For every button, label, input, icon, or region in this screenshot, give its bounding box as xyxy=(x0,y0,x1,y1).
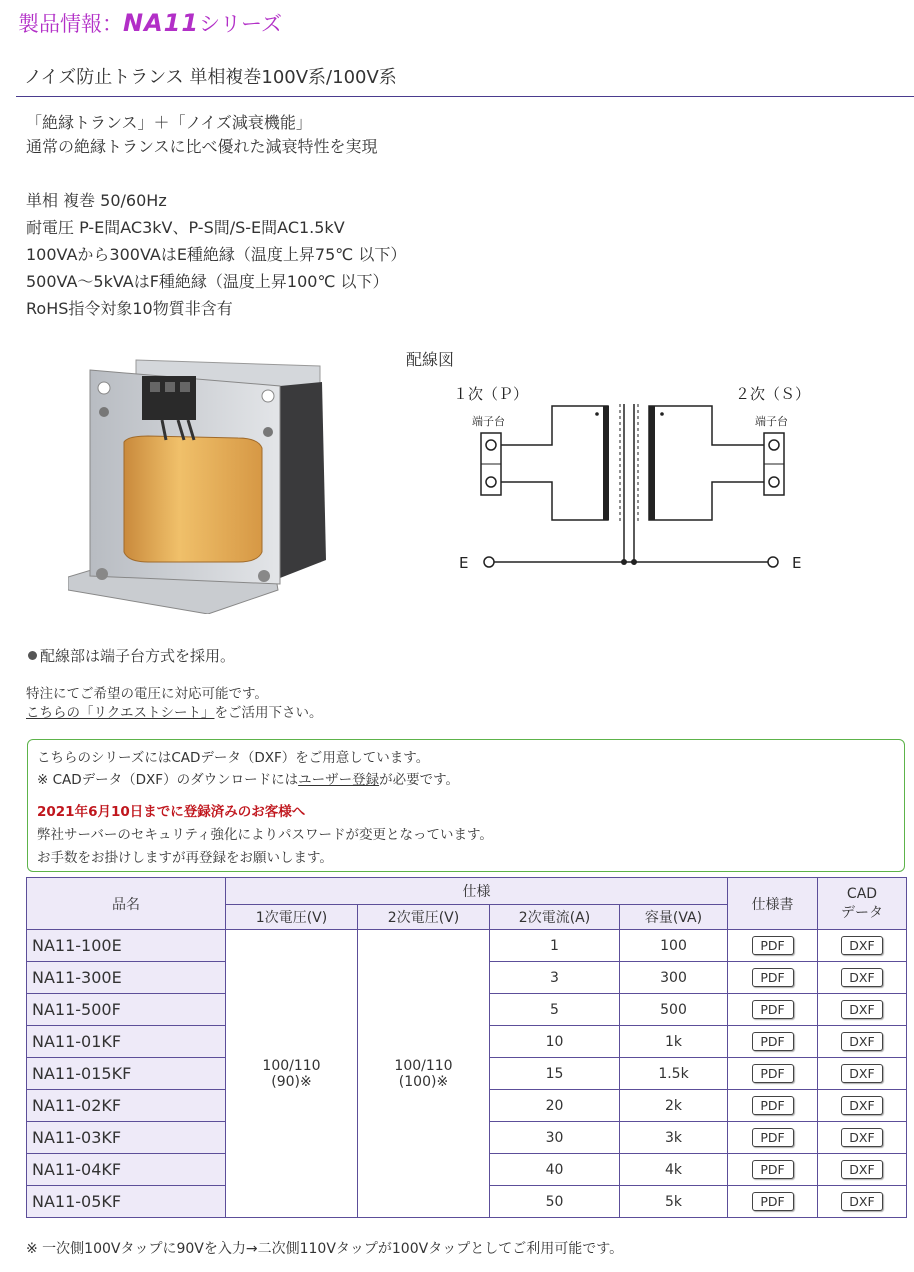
title-series: NA11 xyxy=(123,9,200,37)
dxf-button[interactable]: DXF xyxy=(841,1160,883,1179)
spec-sheet-cell xyxy=(728,930,818,962)
spec-sheet-cell xyxy=(728,994,818,1026)
user-registration-link[interactable]: ユーザー登録 xyxy=(298,772,380,788)
cad-line: こちらのシリーズにはCADデータ（DXF）をご用意しています。 xyxy=(37,750,430,766)
page-title xyxy=(18,8,282,38)
spec-sheet-cell xyxy=(728,1154,818,1186)
capacity: 1.5k xyxy=(620,1058,728,1090)
cad-line2-post: が必要です。 xyxy=(379,772,459,788)
product-subtitle: ノイズ防止トランス 単相複巻100V系/100V系 xyxy=(24,67,397,88)
feature-line: 100VAから300VAはE種絶縁（温度上昇75℃ 以下） xyxy=(26,245,407,264)
spec-sheet-cell xyxy=(728,1058,818,1090)
product-name: NA11-04KF xyxy=(27,1154,226,1186)
primary-voltage xyxy=(226,930,358,1218)
dxf-button[interactable]: DXF xyxy=(841,1128,883,1147)
earth-label-right: E xyxy=(792,554,802,572)
capacity: 4k xyxy=(620,1154,728,1186)
pdf-button[interactable]: PDF xyxy=(752,1160,794,1179)
dxf-button[interactable]: DXF xyxy=(841,968,883,987)
wiring-diagram xyxy=(450,378,810,588)
primary-label: １次（Ｐ） xyxy=(453,385,529,403)
product-name: NA11-01KF xyxy=(27,1026,226,1058)
cad-line2-pre: ※ CADデータ（DXF）のダウンロードには xyxy=(37,772,299,788)
dxf-button[interactable]: DXF xyxy=(841,1032,883,1051)
secondary-current: 5 xyxy=(490,994,620,1026)
spec-sheet-cell xyxy=(728,1026,818,1058)
title-suffix: シリーズ xyxy=(199,12,283,36)
secondary-current: 3 xyxy=(490,962,620,994)
product-photo xyxy=(68,352,340,614)
secondary-current: 1 xyxy=(490,930,620,962)
secondary-label: ２次（Ｓ） xyxy=(735,385,810,403)
product-name: NA11-05KF xyxy=(27,1186,226,1218)
pdf-button[interactable]: PDF xyxy=(752,936,794,955)
secondary-current: 20 xyxy=(490,1090,620,1122)
primary-voltage-main: 100/110 xyxy=(262,1057,321,1074)
product-name: NA11-015KF xyxy=(27,1058,226,1090)
product-name: NA11-03KF xyxy=(27,1122,226,1154)
pdf-button[interactable]: PDF xyxy=(752,1032,794,1051)
spec-sheet-cell xyxy=(728,1186,818,1218)
request-link-line xyxy=(26,701,322,721)
wiring-diagram-title: 配線図 xyxy=(406,350,455,369)
header-v2: 2次電圧(V) xyxy=(358,905,490,930)
capacity: 500 xyxy=(620,994,728,1026)
cad-cell xyxy=(818,962,907,994)
product-name: NA11-100E xyxy=(27,930,226,962)
secondary-current: 50 xyxy=(490,1186,620,1218)
header-cad-line1: CAD xyxy=(846,885,878,902)
pdf-button[interactable]: PDF xyxy=(752,1192,794,1211)
cad-line: お手数をお掛けしますが再登録をお願いします。 xyxy=(37,850,333,866)
secondary-terminal-label: 端子台 xyxy=(755,415,788,428)
capacity: 3k xyxy=(620,1122,728,1154)
dxf-button[interactable]: DXF xyxy=(841,1096,883,1115)
pdf-button[interactable]: PDF xyxy=(752,1096,794,1115)
capacity: 5k xyxy=(620,1186,728,1218)
header-doc: 仕様書 xyxy=(728,878,818,930)
cad-cell xyxy=(818,1058,907,1090)
dxf-button[interactable]: DXF xyxy=(841,936,883,955)
cad-cell xyxy=(818,1026,907,1058)
pdf-button[interactable]: PDF xyxy=(752,1064,794,1083)
cad-line: 弊社サーバーのセキュリティ強化によりパスワードが変更となっています。 xyxy=(37,827,493,843)
bullet-icon xyxy=(28,651,37,660)
terminal-note xyxy=(28,645,235,666)
feature-line: 「絶縁トランス」＋「ノイズ減衰機能」 xyxy=(26,113,312,132)
cad-cell xyxy=(818,930,907,962)
secondary-current: 15 xyxy=(490,1058,620,1090)
spec-sheet-cell xyxy=(728,1122,818,1154)
footnote: ※ 一次側100Vタップに90Vを入力→二次側110Vタップが100Vタップとしてご利用可能です。 xyxy=(26,1241,624,1257)
feature-line: 通常の絶縁トランスに比べ優れた減衰特性を実現 xyxy=(26,137,378,156)
cad-cell xyxy=(818,1090,907,1122)
spec-sheet-cell xyxy=(728,962,818,994)
divider xyxy=(16,96,914,97)
spec-table xyxy=(26,877,907,1218)
cad-warning: 2021年6月10日までに登録済みのお客様へ xyxy=(37,804,306,820)
primary-terminal-label: 端子台 xyxy=(472,415,505,428)
request-note: 特注にてご希望の電圧に対応可能です。 xyxy=(26,686,268,702)
dxf-button[interactable]: DXF xyxy=(841,1000,883,1019)
capacity: 2k xyxy=(620,1090,728,1122)
feature-line: 500VA～5kVAはF種絶縁（温度上昇100℃ 以下） xyxy=(26,272,389,291)
dxf-button[interactable]: DXF xyxy=(841,1192,883,1211)
secondary-voltage-main: 100/110 xyxy=(394,1057,453,1074)
header-i2: 2次電流(A) xyxy=(490,905,620,930)
header-capacity: 容量(VA) xyxy=(620,905,728,930)
product-name: NA11-300E xyxy=(27,962,226,994)
request-after-text: をご活用下さい。 xyxy=(214,705,323,721)
secondary-current: 40 xyxy=(490,1154,620,1186)
capacity: 1k xyxy=(620,1026,728,1058)
primary-voltage-tap: (90)※ xyxy=(271,1073,312,1090)
feature-line: 単相 複巻 50/60Hz xyxy=(26,191,167,210)
cad-cell xyxy=(818,1122,907,1154)
feature-line: RoHS指令対象10物質非含有 xyxy=(26,299,233,318)
secondary-current: 10 xyxy=(490,1026,620,1058)
product-name: NA11-500F xyxy=(27,994,226,1026)
feature-line: 耐電圧 P-E間AC3kV、P-S間/S-E間AC1.5kV xyxy=(26,218,345,237)
cad-cell xyxy=(818,994,907,1026)
pdf-button[interactable]: PDF xyxy=(752,1128,794,1147)
capacity: 100 xyxy=(620,930,728,962)
header-spec: 仕様 xyxy=(226,878,728,905)
earth-label-left: E xyxy=(459,554,469,572)
header-name: 品名 xyxy=(27,878,226,930)
cad-cell xyxy=(818,1154,907,1186)
secondary-current: 30 xyxy=(490,1122,620,1154)
header-cad-line2: データ xyxy=(841,904,883,921)
pdf-button[interactable]: PDF xyxy=(752,1000,794,1019)
pdf-button[interactable]: PDF xyxy=(752,968,794,987)
cad-line xyxy=(37,768,459,788)
secondary-voltage xyxy=(358,930,490,1218)
header-v1: 1次電圧(V) xyxy=(226,905,358,930)
terminal-note-text: 配線部は端子台方式を採用。 xyxy=(40,647,236,665)
title-prefix: 製品情報： xyxy=(18,12,123,36)
dxf-button[interactable]: DXF xyxy=(841,1064,883,1083)
capacity: 300 xyxy=(620,962,728,994)
header-cad xyxy=(818,878,907,930)
product-name: NA11-02KF xyxy=(27,1090,226,1122)
request-sheet-link[interactable]: こちらの「リクエストシート」 xyxy=(26,705,215,721)
cad-cell xyxy=(818,1186,907,1218)
spec-sheet-cell xyxy=(728,1090,818,1122)
secondary-voltage-tap: (100)※ xyxy=(398,1073,449,1090)
table-row xyxy=(27,930,907,962)
